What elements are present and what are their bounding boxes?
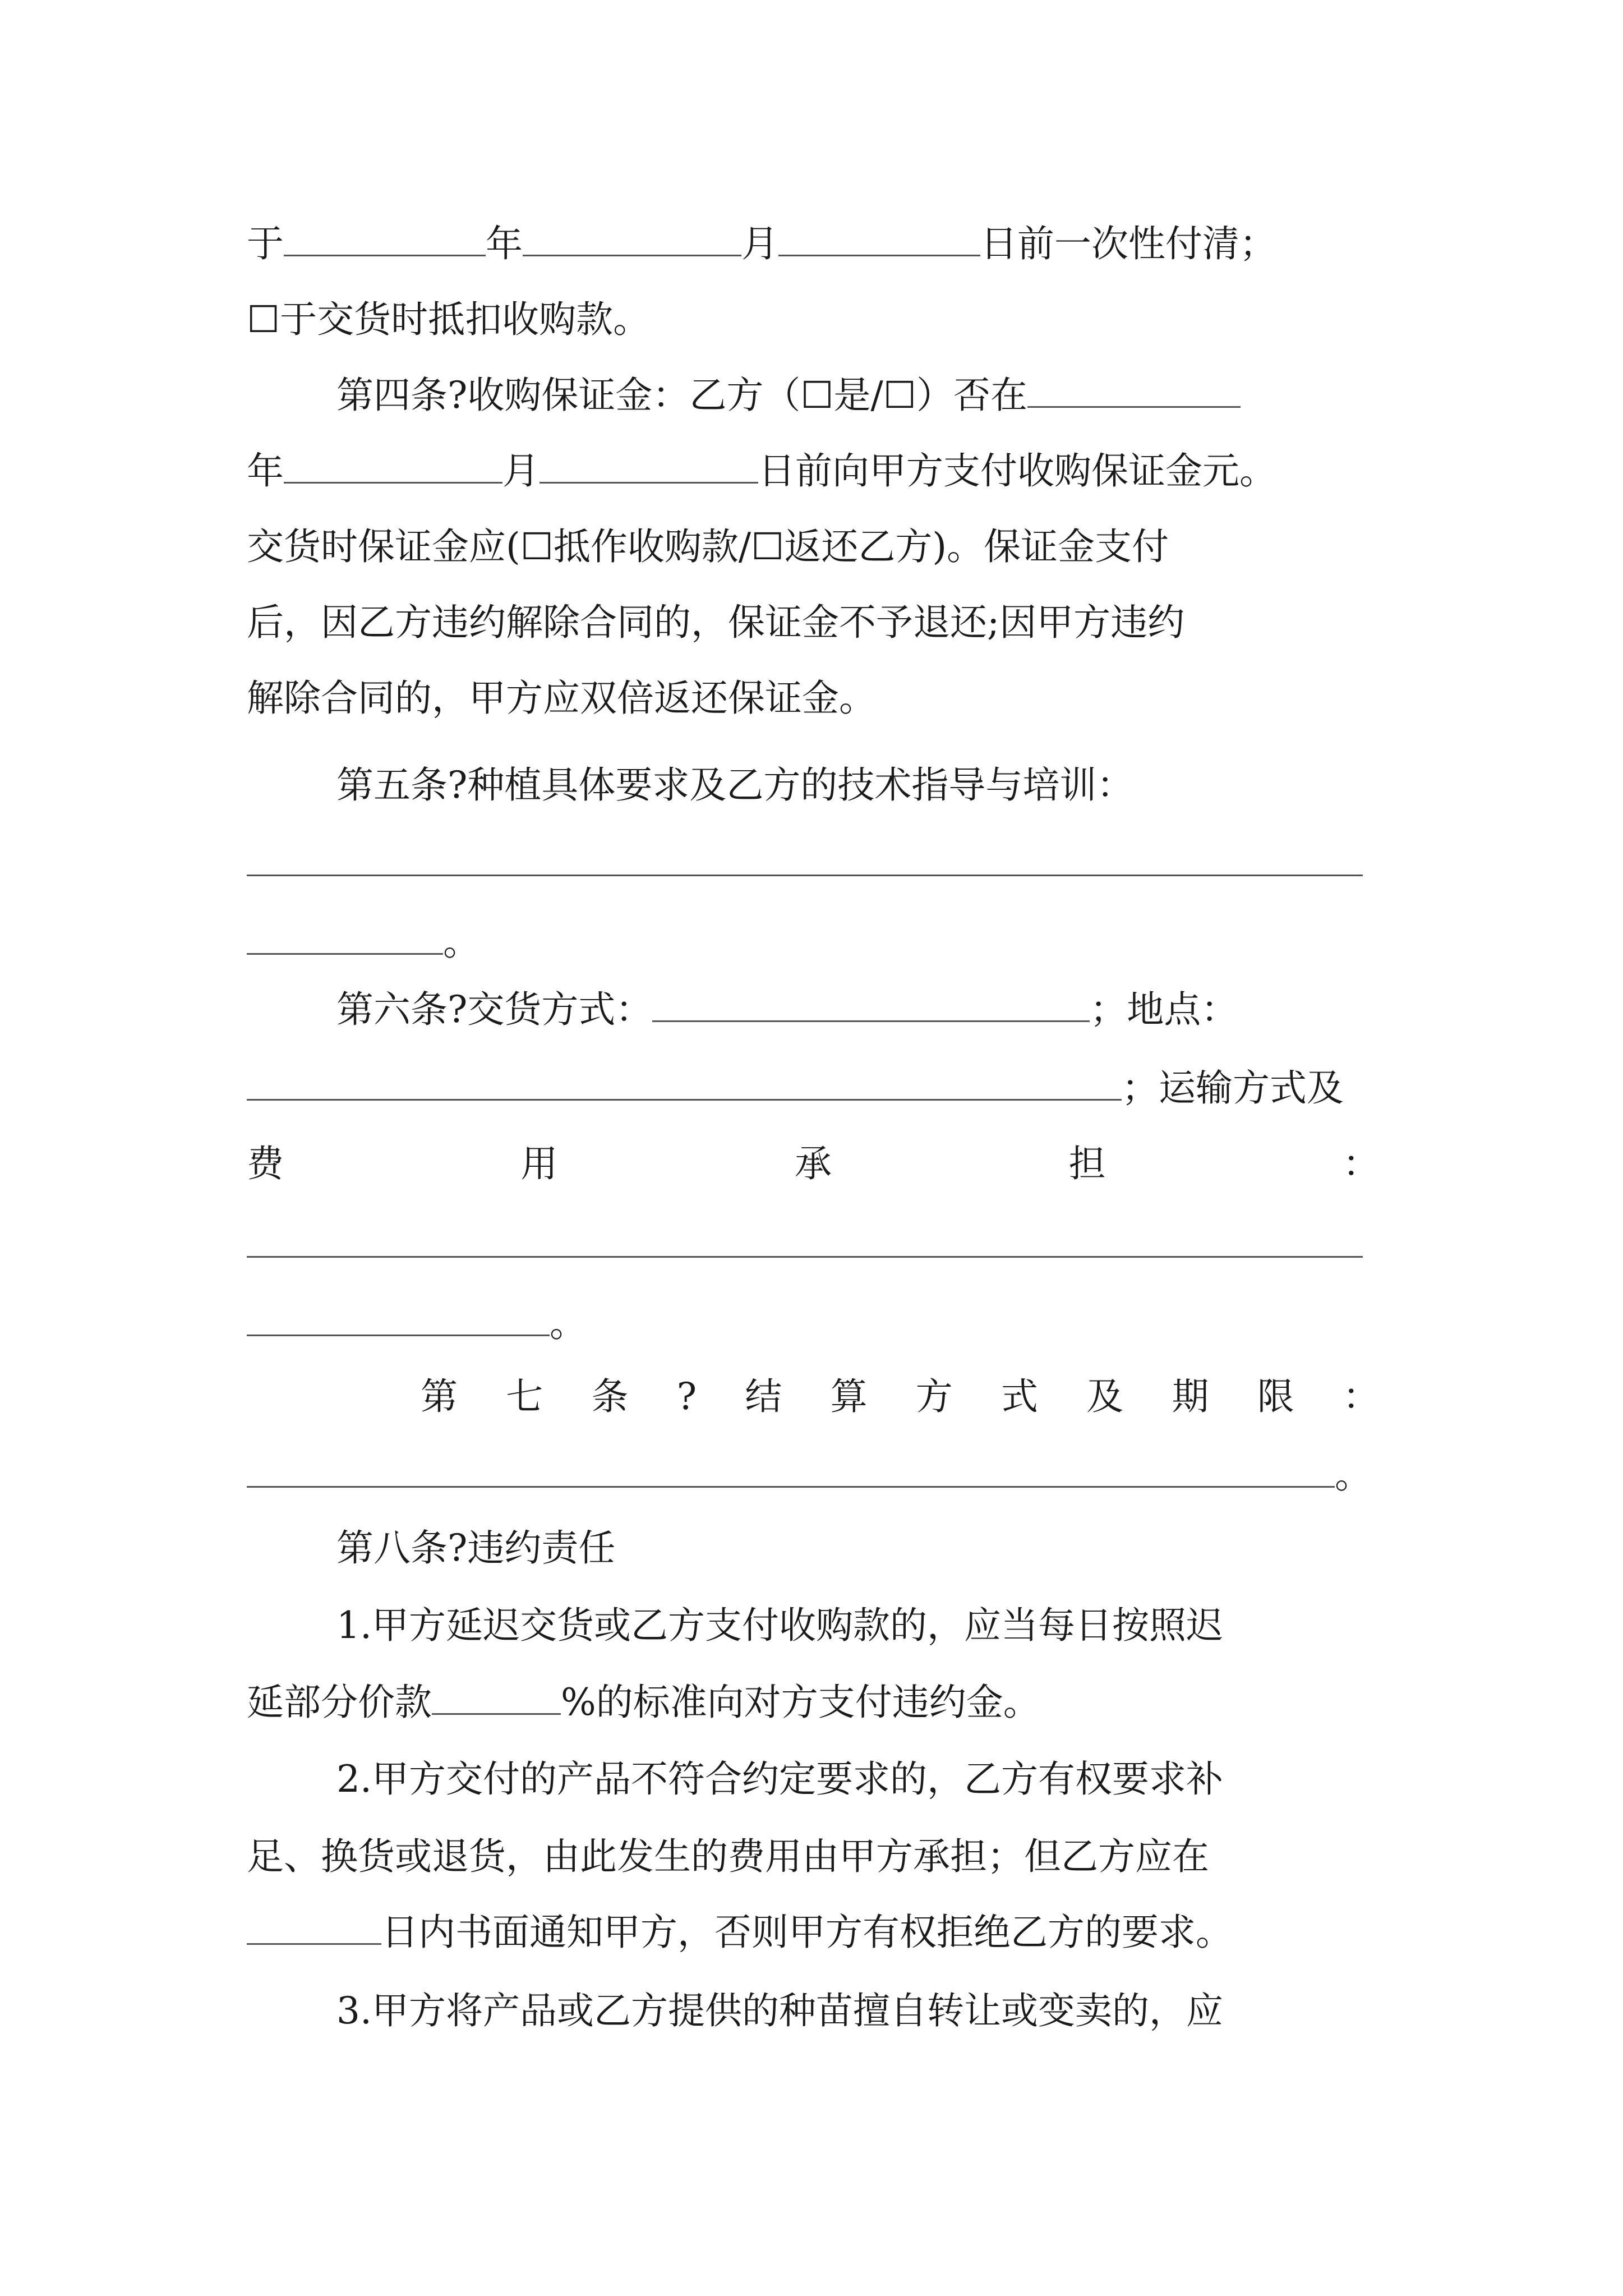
text-line [247,830,1380,898]
text-line: 第八条?违约责任 [336,1526,616,1570]
text-char: 担 [1068,1142,1106,1185]
fill-blank [523,221,741,256]
text-line [336,362,1380,429]
text-segment: %的标准向对方支付违约金。 [561,1681,1040,1724]
text-line [336,976,1380,1043]
text-char: 第 [421,1375,458,1418]
text-line [247,1442,1380,1509]
text-line [247,1290,1380,1358]
fill-blank [247,1301,550,1336]
text-line: 3.甲方将产品或乙方提供的种苗擅自转让或变卖的，应 [336,1989,1223,2032]
text-line: 1.甲方延迟交货或乙方支付收购款的，应当每日按照迟 [336,1604,1223,1647]
fill-blank [247,919,443,955]
text-segment: ；地点： [1090,988,1238,1031]
fill-blank [247,1452,1335,1488]
text-segment: 月 [502,449,540,493]
text-line: 后，因乙方违约解除合同的，保证金不予退还;因甲方违约 [247,601,1185,644]
text-segment: 日内书面通知甲方，否则甲方有权拒绝乙方的要求。 [381,1911,1233,1954]
fill-blank [778,221,980,256]
text-char: 期 [1172,1375,1209,1418]
text-line: 交货时保证金应(☐抵作收购款/☐返还乙方)。保证金支付 [247,525,1169,568]
text-segment: 第四条?收购保证金：乙方（☐是/☐）否在 [336,374,1027,417]
text-char: 承 [795,1142,832,1185]
text-char: 及 [1086,1375,1124,1418]
text-line [247,1212,1380,1279]
fill-blank [540,448,758,484]
text-line [247,909,1380,976]
text-char: 费 [247,1142,284,1185]
text-char: 限 [1257,1375,1294,1418]
fill-blank [284,448,502,484]
text-line [247,438,1380,505]
text-line: ☐于交货时抵扣收购款。 [247,298,651,341]
text-char: 方 [915,1375,953,1418]
text-segment: 日前一次性付清； [980,222,1276,265]
text-char: 七 [506,1375,543,1418]
text-char: ： [1343,1142,1380,1185]
text-char: 算 [830,1375,868,1418]
fill-blank [652,987,1090,1022]
text-segment: 第六条?交货方式： [336,988,653,1031]
text-line: 足、换货或退货，由此发生的费用由甲方承担；但乙方应在 [247,1835,1209,1878]
text-segment: 。 [1335,1453,1372,1497]
fill-blank [1027,372,1241,408]
text-line [247,1055,1380,1122]
text-line: 2.甲方交付的产品不符合约定要求的，乙方有权要求补 [336,1757,1223,1801]
fill-blank [247,1222,1363,1258]
text-segment: 年 [247,449,284,493]
text-line [247,1899,1380,1966]
text-line [247,210,1380,278]
text-segment: 年 [486,222,523,265]
text-line [421,1363,1380,1430]
fill-blank [432,1680,561,1715]
text-line: 解除合同的，甲方应双倍返还保证金。 [247,677,876,720]
text-char: ? [676,1375,697,1418]
text-char: 条 [591,1375,629,1418]
text-segment: 日前向甲方支付收购保证金元。 [758,449,1276,493]
fill-blank [247,1065,1122,1101]
text-segment: 。 [443,921,480,964]
text-segment: 。 [550,1302,587,1345]
text-line [247,1669,1380,1736]
text-char: 结 [745,1375,782,1418]
text-line: 第五条?种植具体要求及乙方的技术指导与培训： [336,763,1134,807]
text-char: ： [1342,1375,1380,1418]
text-char: 用 [520,1142,558,1185]
text-line [247,1130,1380,1198]
text-char: 式 [1001,1375,1039,1418]
text-segment: 延部分价款 [247,1681,432,1724]
text-segment: 月 [741,222,778,265]
fill-blank [247,1910,381,1945]
text-segment: ；运输方式及 [1122,1066,1344,1110]
fill-blank [247,841,1363,876]
text-segment: 于 [247,222,284,265]
fill-blank [284,221,486,256]
